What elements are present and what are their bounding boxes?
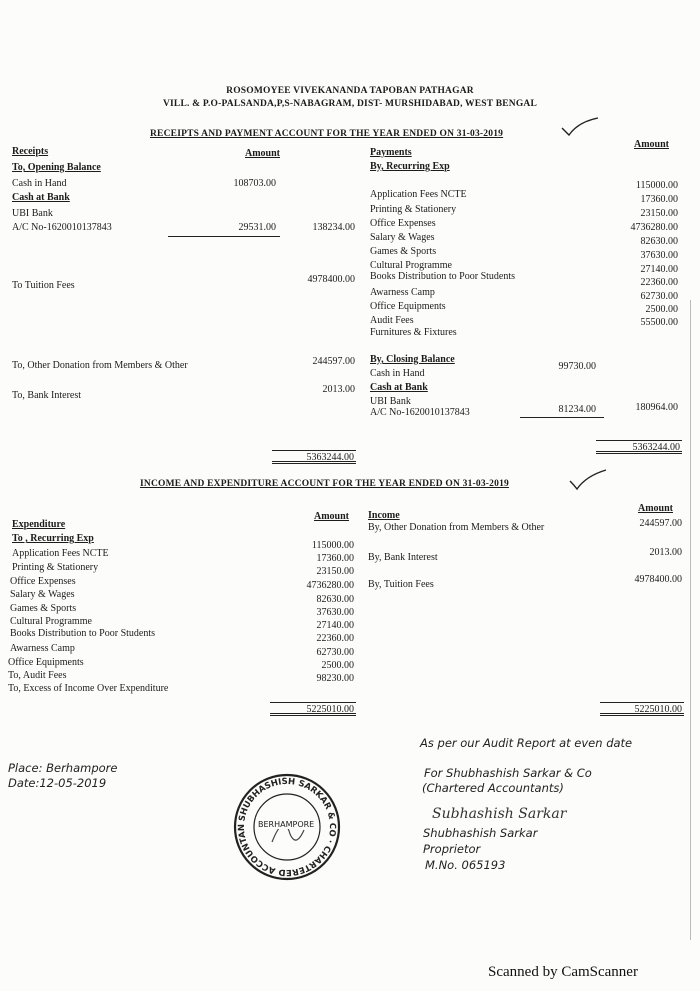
org-name: ROSOMOYEE VIVEKANANDA TAPOBAN PATHAGAR bbox=[226, 86, 474, 96]
income-label: By, Other Donation from Members & Other bbox=[368, 522, 545, 533]
expense-amount: 62730.00 bbox=[316, 647, 354, 658]
expense-label: Cultural Programme bbox=[10, 616, 92, 627]
receipts-heading: Receipts bbox=[12, 146, 49, 157]
payment-label: Salary & Wages bbox=[370, 232, 435, 243]
payment-amount: 27140.00 bbox=[640, 264, 678, 275]
payment-label: Office Expenses bbox=[370, 218, 436, 229]
expense-amount: 82630.00 bbox=[316, 594, 354, 605]
stamp-center-text: BERHAMPORE bbox=[258, 820, 315, 829]
cash-in-hand-label: Cash in Hand bbox=[12, 178, 67, 189]
payment-amount: 115000.00 bbox=[635, 180, 678, 191]
payment-label: Furnitures & Fixtures bbox=[370, 327, 457, 338]
expense-label: Office Equipments bbox=[8, 657, 84, 668]
income-amount: 4978400.00 bbox=[634, 574, 682, 585]
firm-seal-stamp bbox=[232, 772, 342, 882]
ac-no-label: A/C No-1620010137843 bbox=[12, 222, 112, 233]
place-label: Place: Berhampore bbox=[8, 761, 118, 775]
payment-label: Printing & Stationery bbox=[370, 204, 457, 215]
subtotal-line bbox=[168, 236, 280, 237]
expense-label: Awarness Camp bbox=[10, 643, 75, 654]
closing-ac-amount: 81234.00 bbox=[558, 404, 596, 415]
ie-title: INCOME AND EXPENDITURE ACCOUNT FOR THE YEAR ENDED ON 31-03-2019 bbox=[140, 479, 509, 489]
amount-heading-left: Amount bbox=[245, 148, 281, 159]
income-label: By, Tuition Fees bbox=[368, 579, 434, 590]
camscanner-watermark: Scanned by CamScanner bbox=[488, 964, 638, 980]
payment-label: Games & Sports bbox=[370, 246, 437, 257]
expenditure-heading: Expenditure bbox=[12, 519, 66, 530]
svg-text:SHUBHASHISH SARKAR & CO · CHAR: SHUBHASHISH SARKAR & CO · CHARTERED ACCOUNTAN bbox=[236, 776, 338, 878]
income-total: 5225010.00 bbox=[634, 704, 682, 715]
payments-heading: Payments bbox=[370, 147, 412, 158]
receipts-total: 5363244.00 bbox=[306, 452, 354, 463]
audit-firm-line: For Shubhashish Sarkar & Co bbox=[424, 766, 592, 780]
closing-ubi-label: UBI Bank bbox=[370, 396, 411, 407]
expense-amount: 4736280.00 bbox=[306, 580, 354, 591]
income-amount: 2013.00 bbox=[649, 547, 682, 558]
closing-balance-label: By, Closing Balance bbox=[370, 354, 455, 365]
expense-amount: 37630.00 bbox=[316, 607, 354, 618]
ie-recurring-exp-label: To , Recurring Exp bbox=[12, 533, 94, 544]
expense-label: Games & Sports bbox=[10, 603, 77, 614]
payment-label: Audit Fees bbox=[370, 315, 414, 326]
cash-at-bank-label: Cash at Bank bbox=[12, 192, 70, 203]
expense-amount: 27140.00 bbox=[316, 620, 354, 631]
bank-interest-amount: 2013.00 bbox=[322, 384, 355, 395]
expense-amount: 2500.00 bbox=[321, 660, 354, 671]
ie-amount-heading-left: Amount bbox=[314, 511, 350, 522]
payment-amount: 4736280.00 bbox=[630, 222, 678, 233]
tick-mark-icon bbox=[568, 468, 608, 492]
payment-amount: 62730.00 bbox=[640, 291, 678, 302]
tick-mark-icon bbox=[560, 116, 600, 138]
payment-amount: 22360.00 bbox=[640, 277, 678, 288]
payment-amount: 17360.00 bbox=[640, 194, 678, 205]
amount-heading-right: Amount bbox=[634, 139, 670, 150]
payments-total: 5363244.00 bbox=[632, 442, 680, 453]
donation-amount: 244597.00 bbox=[312, 356, 355, 367]
expense-label: Office Expenses bbox=[10, 576, 76, 587]
payment-label: Office Equipments bbox=[370, 301, 446, 312]
expense-label: Printing & Stationery bbox=[12, 562, 99, 573]
org-address: VILL. & P.O-PALSANDA,P,S-NABAGRAM, DIST- MURSHIDABAD, WEST BENGAL bbox=[162, 99, 538, 109]
auditor-name: Shubhashish Sarkar bbox=[423, 826, 538, 840]
closing-bank-label: Cash at Bank bbox=[370, 382, 428, 393]
income-label: By, Bank Interest bbox=[368, 552, 438, 563]
ac-amount: 29531.00 bbox=[238, 222, 276, 233]
ubi-bank-label: UBI Bank bbox=[12, 208, 53, 219]
payment-label: Application Fees NCTE bbox=[370, 189, 467, 200]
bank-interest-label: To, Bank Interest bbox=[12, 390, 82, 401]
auditor-role: Proprietor bbox=[423, 842, 481, 856]
expense-label: Salary & Wages bbox=[10, 589, 75, 600]
closing-subtotal-line bbox=[520, 417, 604, 418]
audit-ca-line: (Chartered Accountants) bbox=[422, 781, 564, 795]
expense-amount: 98230.00 bbox=[316, 673, 354, 684]
date-label: Date:12-05-2019 bbox=[8, 776, 107, 790]
expenditure-total: 5225010.00 bbox=[306, 704, 354, 715]
expense-label: To, Audit Fees bbox=[8, 670, 67, 681]
payment-label: Books Distribution to Poor Students bbox=[370, 271, 516, 282]
cash-in-hand-amount: 108703.00 bbox=[233, 178, 276, 189]
expense-label: Books Distribution to Poor Students bbox=[10, 628, 156, 639]
income-heading: Income bbox=[368, 510, 400, 521]
tuition-amount: 4978400.00 bbox=[307, 274, 355, 285]
auditor-membership: M.No. 065193 bbox=[425, 858, 506, 872]
payment-label: Awarness Camp bbox=[370, 287, 435, 298]
payment-amount: 23150.00 bbox=[640, 208, 678, 219]
payment-amount: 37630.00 bbox=[640, 250, 678, 261]
closing-total: 180964.00 bbox=[635, 402, 678, 413]
income-amount: 244597.00 bbox=[639, 518, 682, 529]
recurring-exp-label: By, Recurring Exp bbox=[370, 161, 450, 172]
expense-amount: 115000.00 bbox=[311, 540, 354, 551]
payment-amount: 82630.00 bbox=[640, 236, 678, 247]
closing-cash-label: Cash in Hand bbox=[370, 368, 425, 379]
rp-title: RECEIPTS AND PAYMENT ACCOUNT FOR THE YEAR ENDED ON 31-03-2019 bbox=[150, 129, 504, 139]
payment-amount: 55500.00 bbox=[640, 317, 678, 328]
payment-amount: 2500.00 bbox=[645, 304, 678, 315]
closing-cash-amount: 99730.00 bbox=[558, 361, 596, 372]
expense-amount: 17360.00 bbox=[316, 553, 354, 564]
expense-label: Application Fees NCTE bbox=[12, 548, 109, 559]
opening-balance-label: To, Opening Balance bbox=[12, 162, 101, 173]
payment-label: Cultural Programme bbox=[370, 260, 452, 271]
handwritten-signature: Subhashish Sarkar bbox=[432, 806, 567, 822]
scan-edge-line bbox=[690, 300, 691, 940]
tuition-label: To Tuition Fees bbox=[12, 280, 75, 291]
expense-label: To, Excess of Income Over Expenditure bbox=[8, 683, 169, 694]
audit-report-line: As per our Audit Report at even date bbox=[420, 736, 633, 750]
expense-amount: 23150.00 bbox=[316, 566, 354, 577]
closing-ac-label: A/C No-1620010137843 bbox=[370, 407, 470, 418]
ie-amount-heading-right: Amount bbox=[638, 503, 674, 514]
expense-amount: 22360.00 bbox=[316, 633, 354, 644]
donation-label: To, Other Donation from Members & Other bbox=[12, 360, 188, 371]
opening-total: 138234.00 bbox=[312, 222, 355, 233]
